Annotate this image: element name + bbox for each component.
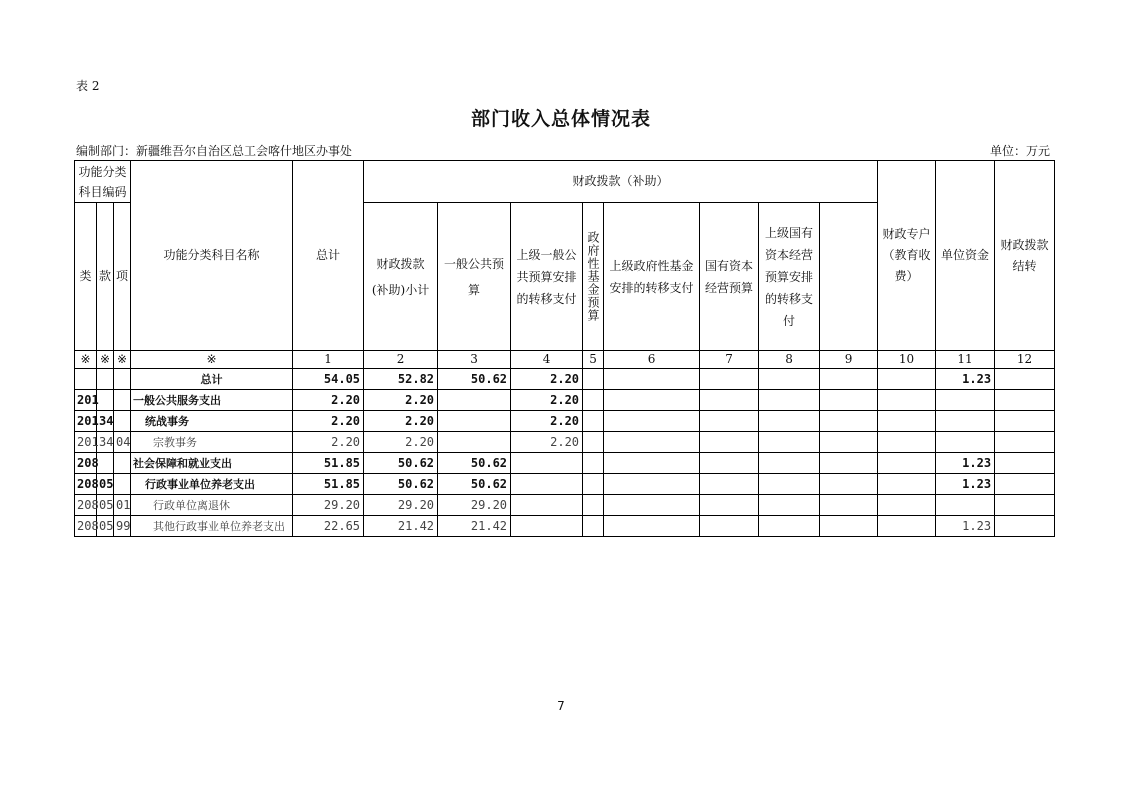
index-cell: 8 [759,351,820,369]
cell-lei: 208 [75,474,97,495]
cell-value [878,453,936,474]
cell-value [995,369,1055,390]
cell-xiang: 04 [114,432,131,453]
cell-value [604,495,700,516]
cell-value [995,495,1055,516]
cell-value [878,369,936,390]
cell-value [820,453,878,474]
cell-name: 行政单位离退休 [131,495,293,516]
cell-value [759,411,820,432]
cell-value [438,432,511,453]
cell-value [700,390,759,411]
cell-value [995,390,1055,411]
index-cell: 5 [583,351,604,369]
index-cell: ※ [75,351,97,369]
page-number: 7 [557,699,565,713]
cell-value: 2.20 [511,432,583,453]
cell-lei: 208 [75,453,97,474]
cell-value [759,474,820,495]
cell-value [511,516,583,537]
index-cell: 12 [995,351,1055,369]
cell-value: 54.05 [293,369,364,390]
cell-value: 52.82 [364,369,438,390]
cell-lei: 201 [75,411,97,432]
cell-value [995,474,1055,495]
header-xiang: 项 [114,203,131,351]
cell-value [820,390,878,411]
index-cell: ※ [114,351,131,369]
cell-value [936,390,995,411]
cell-value [936,411,995,432]
cell-value [700,432,759,453]
cell-value [700,474,759,495]
cell-value: 2.20 [511,369,583,390]
cell-name: 统战事务 [131,411,293,432]
cell-value: 1.23 [936,474,995,495]
cell-value: 2.20 [364,411,438,432]
income-summary-table [74,160,1055,537]
cell-xiang: 01 [114,495,131,516]
cell-value: 22.65 [293,516,364,537]
cell-value [878,432,936,453]
header-upper-state-capital-transfer: 上级国有资本经营预算安排的转移支付 [759,203,820,351]
cell-value [583,390,604,411]
index-cell: 9 [820,351,878,369]
header-fiscal-carryover: 财政拨款结转 [995,161,1055,351]
department-label: 编制部门：新疆维吾尔自治区总工会喀什地区办事处 [76,144,353,158]
cell-name: 其他行政事业单位养老支出 [131,516,293,537]
cell-value [995,516,1055,537]
cell-value: 1.23 [936,453,995,474]
table-row [75,390,1055,411]
cell-value: 51.85 [293,474,364,495]
cell-value [700,453,759,474]
header-fiscal-special: 财政专户（教育收费） [878,161,936,351]
header-upper-general-transfer: 上级一般公共预算安排的转移支付 [511,203,583,351]
cell-value [759,390,820,411]
cell-value [700,369,759,390]
cell-value [878,516,936,537]
header-func-code: 功能分类科目编码 [75,161,131,203]
page-title: 部门收入总体情况表 [470,108,651,130]
cell-value: 2.20 [511,411,583,432]
cell-xiang: 99 [114,516,131,537]
cell-value [438,411,511,432]
header-unit-funds: 单位资金 [936,161,995,351]
cell-value [820,369,878,390]
index-cell: 1 [293,351,364,369]
cell-value: 50.62 [438,474,511,495]
cell-kuan [97,390,114,411]
header-upper-gov-fund-transfer: 上级政府性基金安排的转移支付 [604,203,700,351]
cell-kuan: 05 [97,495,114,516]
cell-value [583,369,604,390]
header-fiscal-subtotal: 财政拨款(补助)小计 [364,203,438,351]
index-cell: 6 [604,351,700,369]
cell-value [820,516,878,537]
cell-value [604,516,700,537]
cell-value [759,432,820,453]
table-row [75,411,1055,432]
cell-value: 50.62 [364,474,438,495]
cell-xiang [114,411,131,432]
cell-value: 29.20 [293,495,364,516]
cell-value [604,432,700,453]
table-row [75,516,1055,537]
index-cell: ※ [131,351,293,369]
header-lei: 类 [75,203,97,351]
cell-name: 社会保障和就业支出 [131,453,293,474]
cell-lei: 208 [75,495,97,516]
cell-xiang [114,369,131,390]
header-general-budget: 一般公共预算 [438,203,511,351]
cell-value [759,495,820,516]
cell-value: 29.20 [364,495,438,516]
unit-label: 单位：万元 [989,144,1050,158]
cell-kuan [97,453,114,474]
header-kuan: 款 [97,203,114,351]
cell-value [995,432,1055,453]
cell-value [820,432,878,453]
table-row [75,453,1055,474]
table-row [75,432,1055,453]
cell-name: 总计 [131,369,293,390]
cell-value [604,474,700,495]
cell-value [878,474,936,495]
cell-value [995,453,1055,474]
cell-value: 2.20 [511,390,583,411]
cell-value [700,516,759,537]
index-cell: 11 [936,351,995,369]
cell-value [700,411,759,432]
cell-value [438,390,511,411]
cell-value: 29.20 [438,495,511,516]
index-cell: ※ [97,351,114,369]
cell-name: 宗教事务 [131,432,293,453]
cell-value [820,474,878,495]
cell-value [604,411,700,432]
index-cell: 7 [700,351,759,369]
header-gov-fund: 政府性基金预算 [583,203,604,351]
cell-value: 21.42 [438,516,511,537]
cell-lei: 208 [75,516,97,537]
cell-value [878,411,936,432]
cell-value [511,495,583,516]
cell-kuan [97,369,114,390]
cell-value [583,495,604,516]
cell-value: 1.23 [936,516,995,537]
cell-value: 2.20 [364,432,438,453]
index-row [75,351,1055,369]
cell-xiang [114,474,131,495]
cell-value [936,495,995,516]
cell-value [511,474,583,495]
cell-value [759,369,820,390]
cell-value [604,369,700,390]
cell-value [878,495,936,516]
cell-name: 一般公共服务支出 [131,390,293,411]
cell-value [583,516,604,537]
cell-lei: 201 [75,390,97,411]
cell-value [583,474,604,495]
cell-value: 2.20 [293,390,364,411]
cell-value [583,453,604,474]
cell-xiang [114,453,131,474]
header-state-capital: 国有资本经营预算 [700,203,759,351]
cell-value: 2.20 [364,390,438,411]
cell-value [759,453,820,474]
cell-value [511,453,583,474]
cell-value [759,516,820,537]
header-func-name: 功能分类科目名称 [131,161,293,351]
cell-value [995,411,1055,432]
cell-value [604,453,700,474]
cell-value: 2.20 [293,411,364,432]
header-total: 总计 [293,161,364,351]
cell-value [820,411,878,432]
cell-value [700,495,759,516]
index-cell: 10 [878,351,936,369]
cell-value: 50.62 [438,453,511,474]
table-row [75,495,1055,516]
cell-name: 行政事业单位养老支出 [131,474,293,495]
index-cell: 3 [438,351,511,369]
cell-value: 50.62 [438,369,511,390]
index-cell: 4 [511,351,583,369]
cell-value: 21.42 [364,516,438,537]
cell-lei [75,369,97,390]
cell-kuan: 05 [97,474,114,495]
cell-value [604,390,700,411]
cell-value [936,432,995,453]
cell-value: 1.23 [936,369,995,390]
cell-value [820,495,878,516]
cell-value [878,390,936,411]
cell-kuan: 05 [97,516,114,537]
table-number: 表 2 [76,79,100,93]
index-cell: 2 [364,351,438,369]
table-row-total [75,369,1055,390]
table-row [75,474,1055,495]
cell-value [583,432,604,453]
cell-kuan: 34 [97,432,114,453]
header-fiscal-group: 财政拨款（补助） [364,161,878,203]
cell-xiang [114,390,131,411]
cell-value: 2.20 [293,432,364,453]
cell-lei: 201 [75,432,97,453]
cell-value: 51.85 [293,453,364,474]
cell-value: 50.62 [364,453,438,474]
cell-value [583,411,604,432]
cell-kuan: 34 [97,411,114,432]
